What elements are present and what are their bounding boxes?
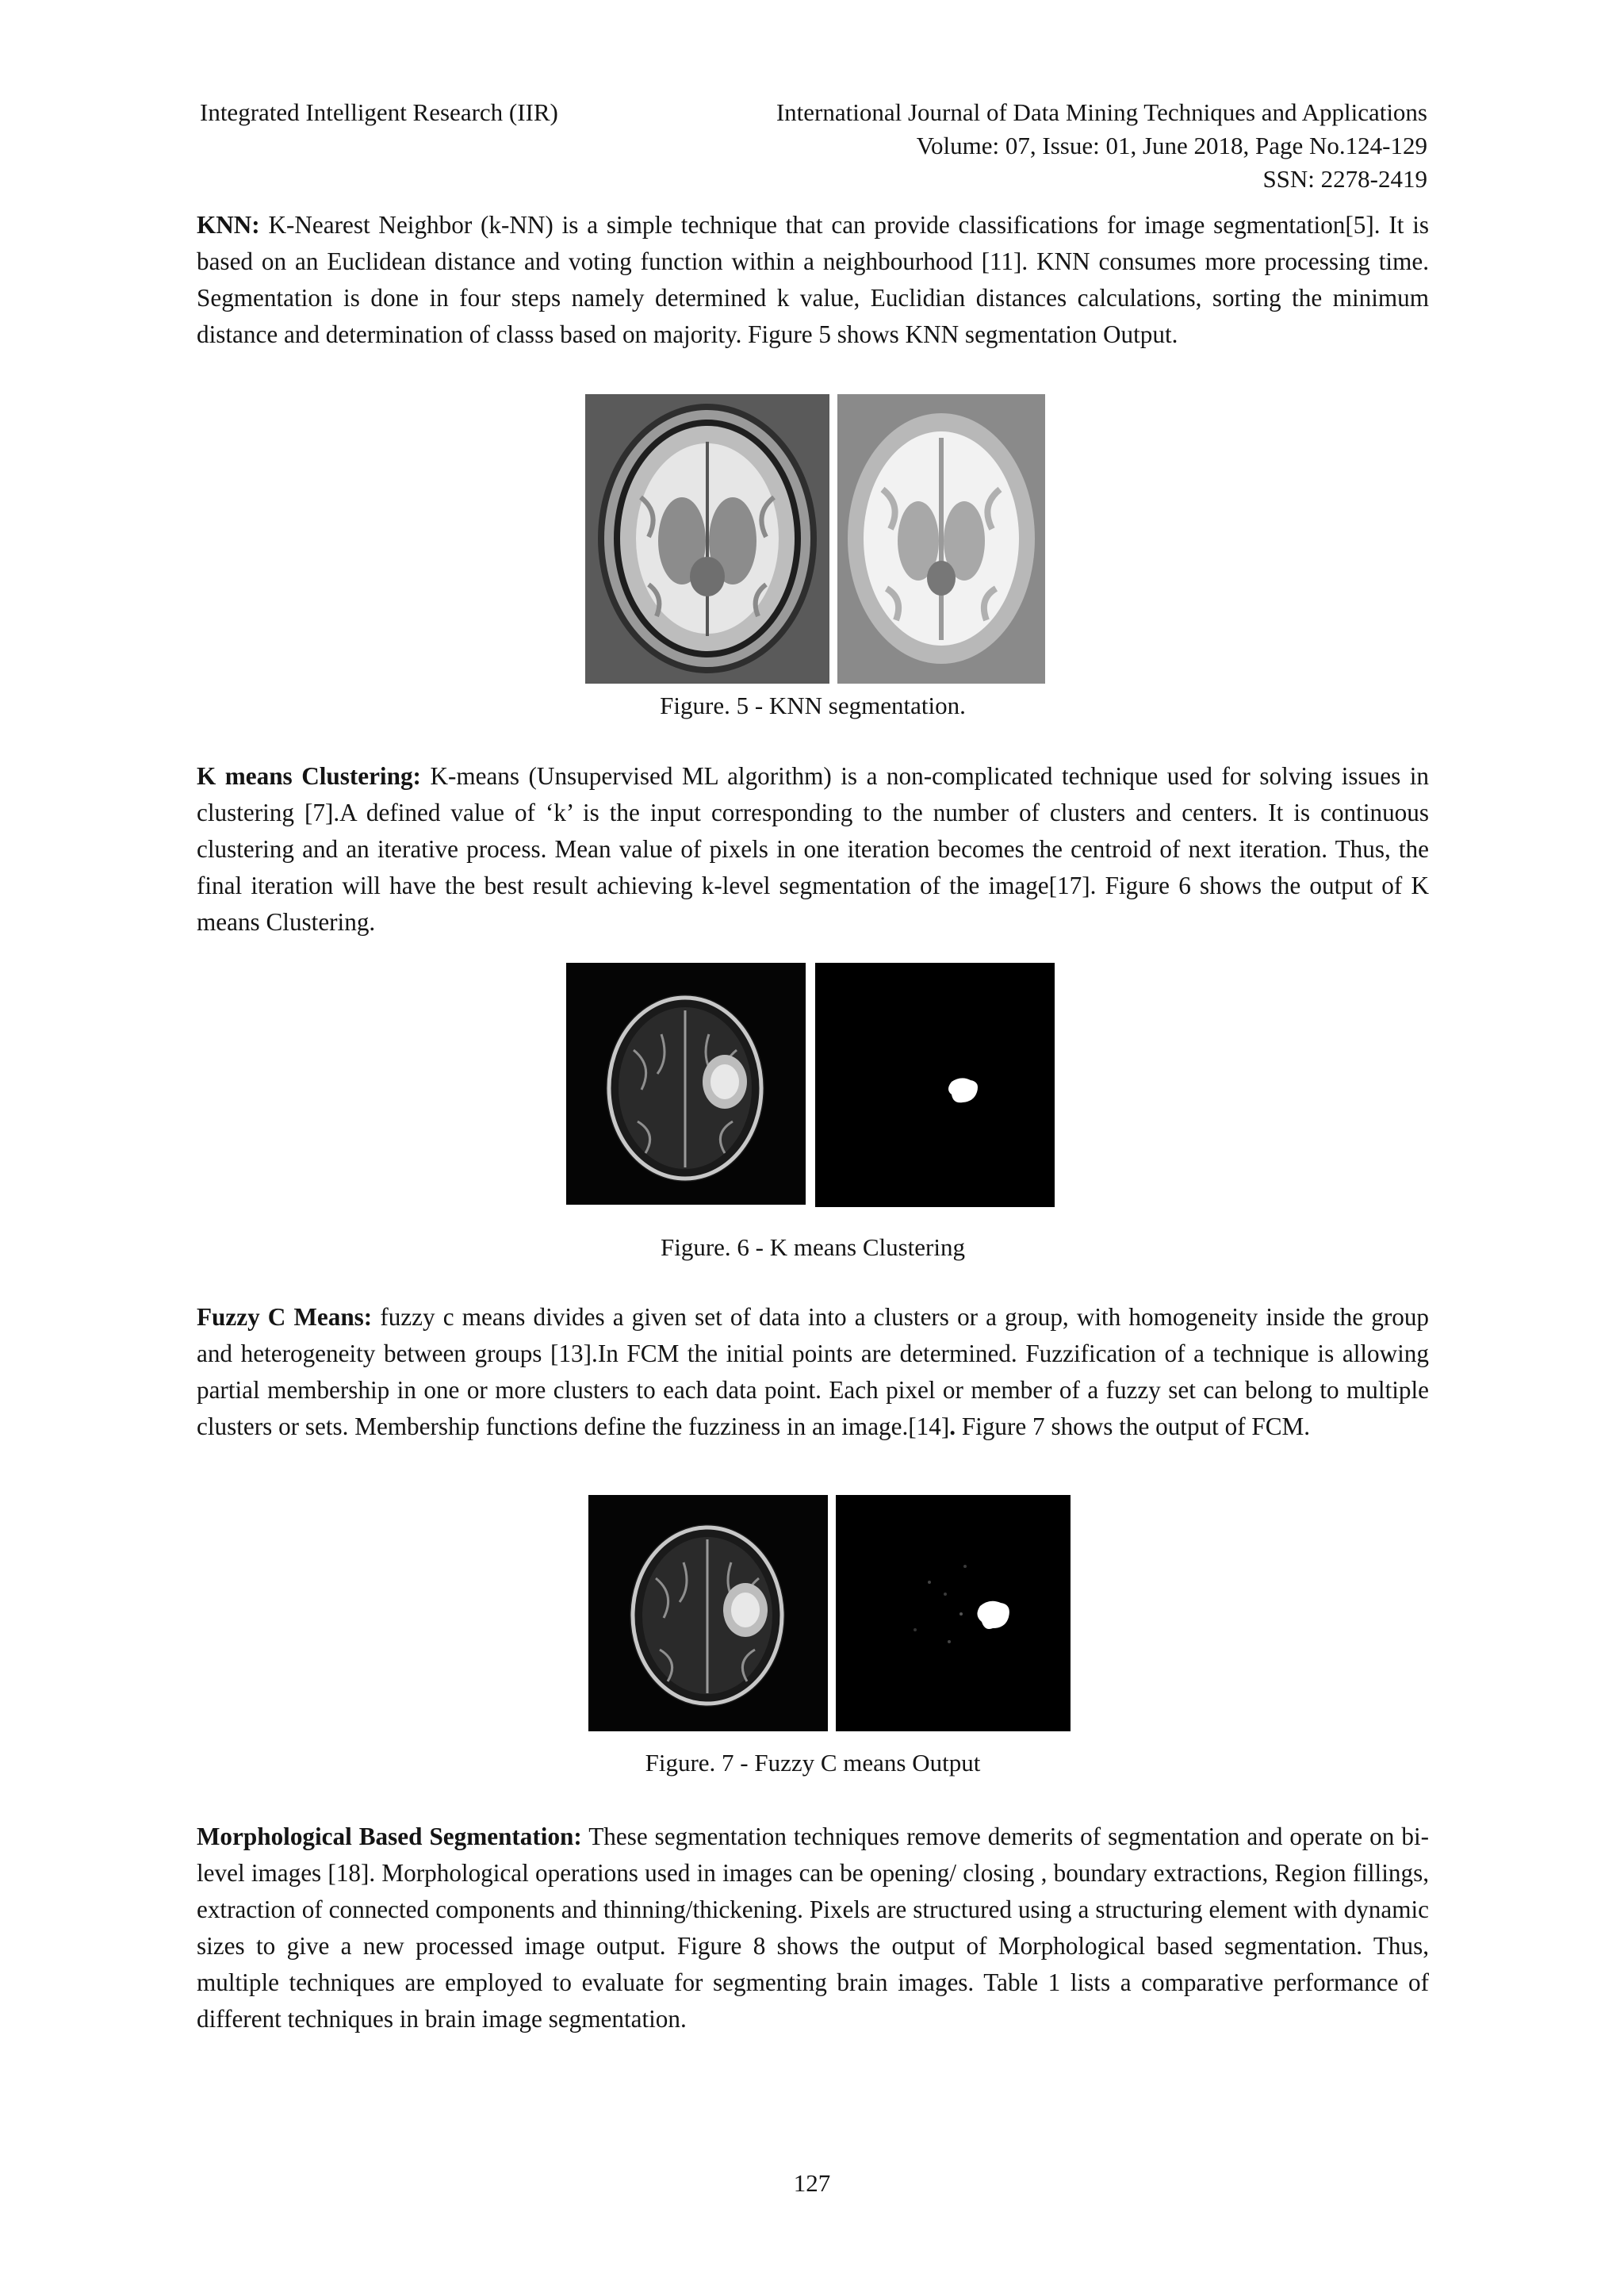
kmeans-heading: K means Clustering: (197, 762, 421, 790)
morph-paragraph (197, 1819, 1429, 2037)
figure-5 (585, 394, 1045, 684)
fcm-paragraph (197, 1299, 1429, 1445)
kmeans-text: K-means (Unsupervised ML algorithm) is a non-complicated technique used for solving issues in clustering [7].A defined value of ‘k’ is the input corresponding to the number of clusters and centers. It is continuous clustering and an iterative process. Mean value of pixels in one iteration becomes the centroid of next iteration. Thus, the final iteration will have the best result achieving k-level segmentation of the image[17]. Figure 6 shows the output of K means Clustering. (197, 762, 1429, 936)
figure-7-image (588, 1495, 1071, 1733)
fcm-heading: Fuzzy C Means: (197, 1303, 373, 1331)
morph-heading: Morphological Based Segmentation: (197, 1823, 582, 1850)
knn-heading: KNN: (197, 211, 260, 239)
journal-title: International Journal of Data Mining Techniques and Applications (776, 98, 1427, 126)
fcm-text-tail: Figure 7 shows the output of FCM. (956, 1412, 1311, 1440)
knn-text: K-Nearest Neighbor (k-NN) is a simple technique that can provide classifications for image segmentation[5]. It is based on an Euclidean distance and voting function within a neighbourhood [11]. KNN consumes more processing time. Segmentation is done in four steps namely determined k value, Euclidian distances calculations, sorting the minimum distance and determination of classs based on majority. Figure 5 shows KNN segmentation Output. (197, 211, 1429, 348)
journal-volume: Volume: 07, Issue: 01, June 2018, Page No.124-129 (916, 132, 1427, 159)
page-number: 127 (793, 2169, 831, 2197)
morph-text: These segmentation techniques remove demerits of segmentation and operate on bi-level images [18]. Morphological operations used in images can be opening/ closing , boundary extractions, Region fillings, extraction of connected components and thinning/thickening. Pixels are structured using a structuring element with dynamic sizes to give a new processed image output. Figure 8 shows the output of Morphological based segmentation. Thus, multiple techniques are employed to evaluate for segmenting brain images. Table 1 lists a comparative performance of different techniques in brain image segmentation. (197, 1823, 1429, 2033)
figure-7 (588, 1495, 1071, 1733)
figure-5-caption: Figure. 5 - KNN segmentation. (660, 692, 966, 719)
journal-issn: SSN: 2278-2419 (1262, 165, 1427, 193)
kmeans-paragraph (197, 758, 1429, 941)
figure-5-image (585, 394, 1045, 684)
figure-6-image (566, 963, 1055, 1209)
fcm-text: fuzzy c means divides a given set of data into a clusters or a group, with homogeneity inside the group and heterogeneity between groups [13].In FCM the initial points are determined. Fuzzification of a technique is allowing partial membership in one or more clusters to each data point. Each pixel or member of a fuzzy set can belong to multiple clusters or sets. Membership functions define the fuzziness in an image.[14] (197, 1303, 1430, 1440)
figure-6-caption: Figure. 6 - K means Clustering (660, 1233, 965, 1261)
journal-publisher: Integrated Intelligent Research (IIR) (200, 98, 558, 126)
knn-paragraph (197, 207, 1429, 353)
figure-6 (566, 963, 1055, 1209)
figure-7-caption: Figure. 7 - Fuzzy C means Output (645, 1749, 981, 1777)
journal-info (634, 96, 1427, 196)
fcm-end-mark: . (949, 1412, 956, 1440)
